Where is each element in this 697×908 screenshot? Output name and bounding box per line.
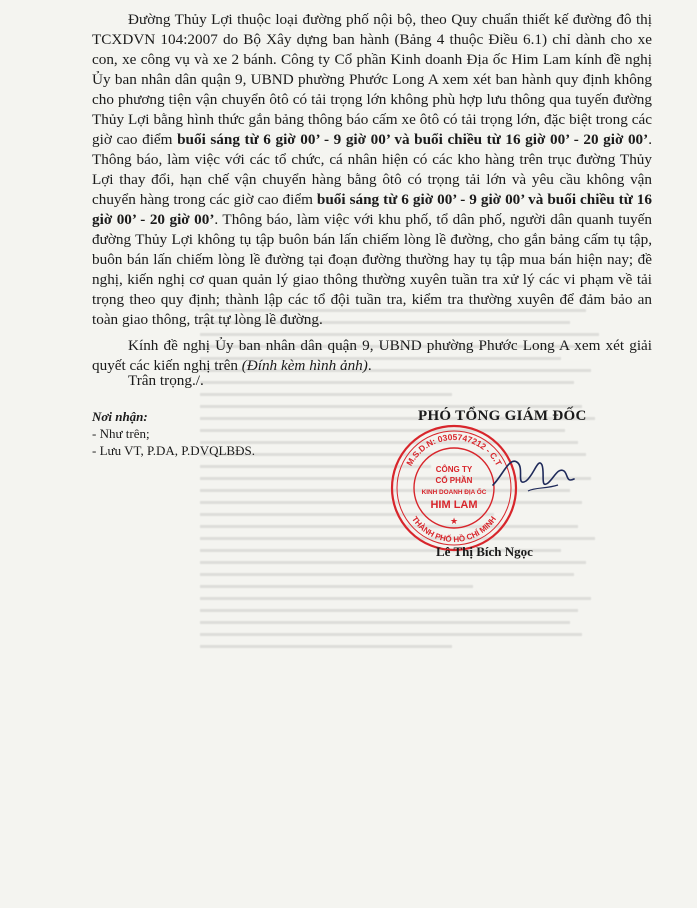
handwritten-signature (488, 445, 578, 500)
svg-text:HIM LAM: HIM LAM (430, 499, 478, 511)
closing-line: Trân trọng./. (128, 372, 204, 389)
signer-name: Lê Thị Bích Ngọc (436, 544, 533, 559)
svg-text:THÀNH PHỐ HỒ CHÍ MINH: THÀNH PHỐ HỒ CHÍ MINH (410, 514, 498, 545)
svg-text:★: ★ (449, 516, 459, 526)
paragraph-main: Đường Thủy Lợi thuộc loại đường phố nội bộ, theo Quy chuẩn thiết kế đường đô thị TCXDVN 104:2007 do Bộ Xây dựng ban hành (Bảng 4 thuộc Điều 6.1) chỉ dành cho xe con, xe công vụ và xe 2 bánh. Công ty Cổ phần Kinh doanh Địa ốc Him Lam kính đề nghị Ủy ban nhân dân quận 9, UBND phường Phước Long A xem xét ban hành quy định không cho phương tiện vận chuyển ôtô có tải trọng lớn không phù hợp lưu thông qua tuyến đường Thủy Lợi bằng hình thức gắn bảng thông báo cấm xe ôtô có tải trọng lớn, đặc biệt trong các giờ cao điểm buổi sáng từ 6 giờ 00’ - 9 giờ 00’ và buổi chiều từ 16 giờ 00’ - 20 giờ 00’. Thông báo, làm việc với các tổ chức, cá nhân hiện có các kho hàng trên trục đường Thủy Lợi thay đổi, hạn chế vận chuyển hàng bằng ôtô có trọng tải lớn và yêu cầu không vận chuyển hàng trong các giờ cao điểm buổi sáng từ 6 giờ 00’ - 9 giờ 00’ và buổi chiều từ 16 giờ 00’ - 20 giờ 00’. Thông báo, làm việc với khu phố, tổ dân phố, người dân quanh tuyến đường Thủy Lợi không tụ tập buôn bán lấn chiếm lòng lề đường, cho gắn bảng cấm tụ tập, buôn bán lấn chiếm lòng lề đường tại đoạn đường thường hay tụ tập mua bán hiện nay; đề nghị, kiến nghị cơ quan quản lý giao thông thường xuyên tuần tra xử lý các vi phạm về tải trọng theo quy định; thành lập các tổ đội tuần tra, kiểm tra thường xuyên để đảm bảo an toàn giao thông, trật tự lòng lề đường. (92, 11, 652, 328)
recipient-item: - Như trên; (92, 426, 150, 441)
recipients-block (92, 408, 255, 459)
recipients-label: Nơi nhận: (92, 409, 148, 424)
svg-text:M.S.D.N: 0305747212 - C.T: M.S.D.N: 0305747212 - C.T (404, 431, 504, 468)
signer-title: PHÓ TỔNG GIÁM ĐỐC (418, 408, 587, 424)
svg-text:KINH DOANH ĐỊA ỐC: KINH DOANH ĐỊA ỐC (421, 489, 487, 496)
paragraph-request: Kính đề nghị Ủy ban nhân dân quận 9, UBND phường Phước Long A xem xét giải quyết các kiến nghị trên (Đính kèm hình ảnh). (92, 337, 652, 374)
letter-body (92, 10, 652, 376)
show-through-text (200, 300, 620, 840)
svg-text:CÔNG TY: CÔNG TY (435, 465, 473, 474)
recipient-item: - Lưu VT, P.DA, P.DVQLBĐS. (92, 443, 255, 458)
svg-text:CỔ PHẦN: CỔ PHẦN (435, 476, 473, 485)
